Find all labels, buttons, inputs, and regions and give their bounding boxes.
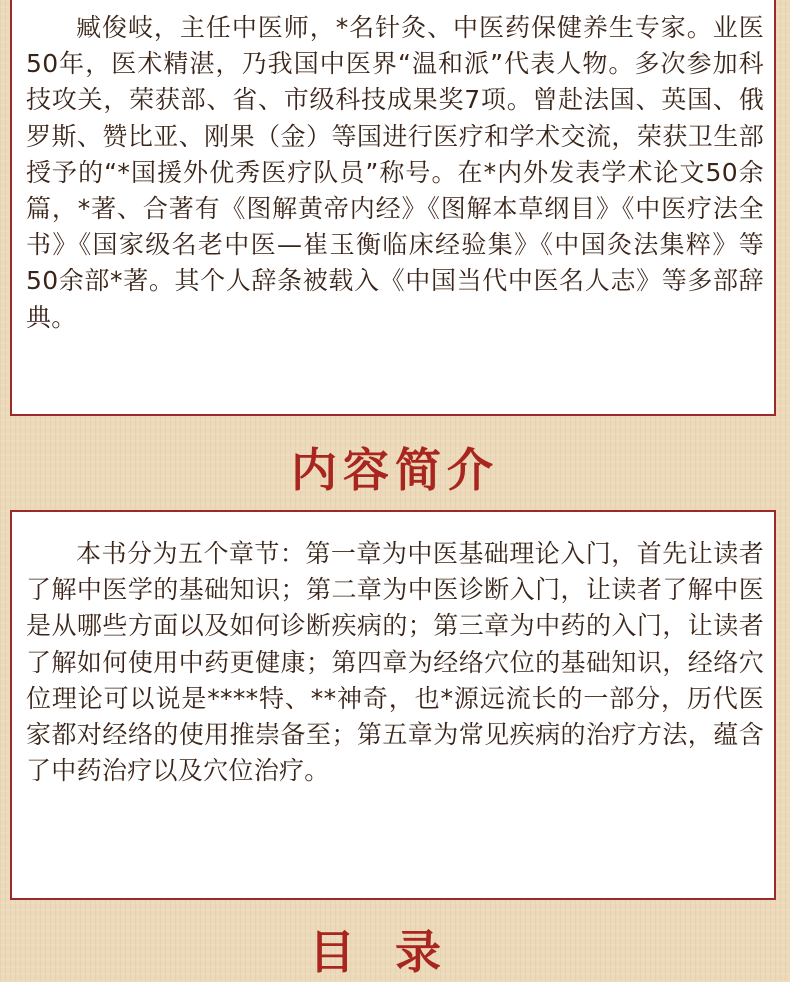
author-bio-box bbox=[10, 0, 776, 416]
toc-heading: 目录 bbox=[309, 925, 481, 979]
content-intro-text: 本书分为五个章节：第一章为中医基础理论入门，首先让读者了解中医学的基础知识；第二章为中医诊断入门，让读者了解中医是从哪些方面以及如何诊断疾病的；第三章为中药的入门，让读者了解如何使用中药更健康；第四章为经络穴位的基础知识，经络穴位理论可以说是****特、**神奇，也*源远流长的一部分，历代医家都对经络的使用推崇备至；第五章为常见疾病的治疗方法，蕴含了中药治疗以及穴位治疗。 bbox=[26, 539, 764, 786]
content-intro-box bbox=[10, 510, 776, 900]
author-bio-text: 臧俊岐，主任中医师，*名针灸、中医药保健养生专家。业医50年，医术精湛，乃我国中医界“温和派”代表人物。多次参加科技攻关，荣获部、省、市级科技成果奖7项。曾赴法国、英国、俄罗斯、赞比亚、刚果（金）等国进行医疗和学术交流，荣获卫生部授予的“*国援外优秀医疗队员”称号。在*内外发表学术论文50余篇，*著、合著有《图解黄帝内经》《图解本草纲目》《中医疗法全书》《国家级名老中医—崔玉衡临床经验集》《中国灸法集粹》等50余部*著。其个人辞条被载入《中国当代中医名人志》等多部辞典。 bbox=[26, 13, 764, 332]
content-intro-heading: 内容简介 bbox=[291, 443, 499, 497]
